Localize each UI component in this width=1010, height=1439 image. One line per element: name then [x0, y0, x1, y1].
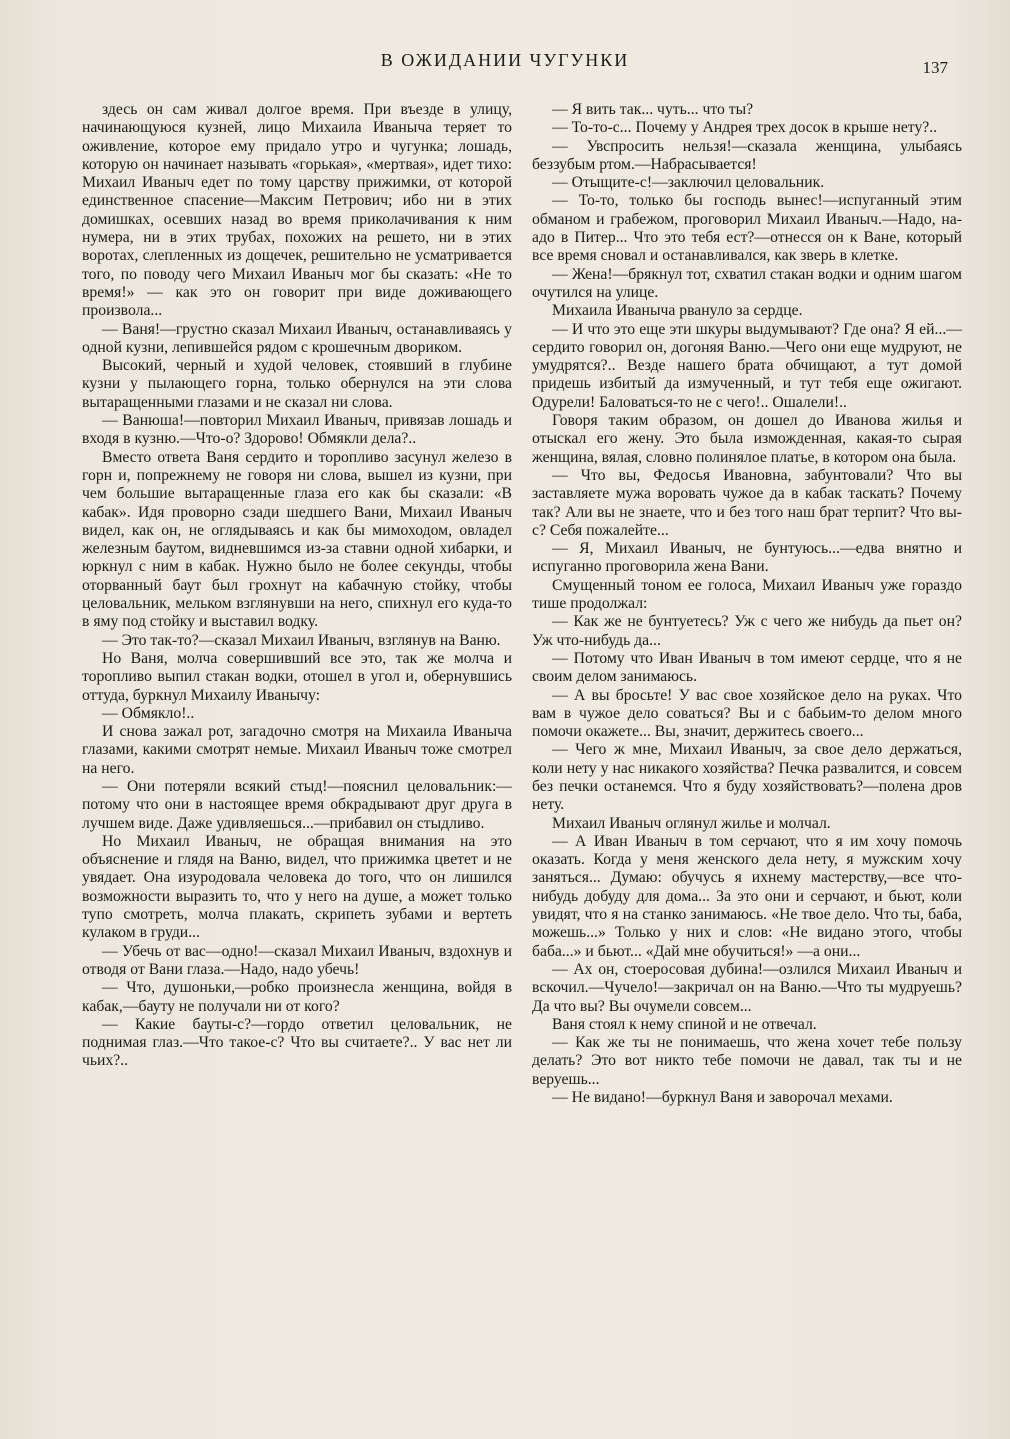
paragraph: — А вы бросьте! У вас свое хозяйское дело на руках. Что вам в чужое дело совaться? Вы и с бабьим-то делом много помочи окажете... Вы, значит, держитесь своего... — [532, 686, 962, 741]
paragraph: — Жена!—брякнул тот, схватил стакан водки и одним шагом очутился на улице. — [532, 265, 962, 301]
paragraph: — Как же ты не понимаешь, что жена хочет тебе пользу делать? Это вот никто тебе помочи не давал, так ты и не веруешь... — [532, 1034, 962, 1088]
paragraph: — Ванюша!—повторил Михаил Иваныч, привязав лошадь и входя в кузню.—Что-о? Здорово! Обмякли дела?.. — [82, 412, 512, 448]
paragraph: — Обмякло!.. — [102, 704, 195, 722]
paragraph: — Это так-то?—сказал Михаил Иваныч, взглянув на Ваню. — [102, 631, 501, 649]
running-title: В ОЖИДАНИИ ЧУГУНКИ — [380, 50, 630, 70]
paragraph: — Что вы, Федосья Ивановна, забунтовали? Что вы заставляете мужа воровать чужое да в кабак таскать? Почему так? Али вы не знаете, что и без того наш брат терпит? Что вы-с? Себя пожалейте... — [532, 466, 962, 539]
paragraph: — Они потеряли всякий стыд!—пояснил целовальник:—потому что они в настоящее время обкрадывают друг друга в лучшем виде. Даже удивляешься...—прибавил он стыдливо. — [82, 777, 512, 832]
paragraph: Говоря таким образом, он дошел до Иванова жилья и отыскал его жену. Это была изможденная, какая-то сырая женщина, вялая, словно полинялое платье, в котором она была. — [532, 412, 962, 466]
paragraph: — Какие бауты-с?—гордо ответил целовальник, не поднимая глаз.—Что такое-с? Что вы считаете?.. У вас нет ли чьих?.. — [82, 1015, 512, 1070]
paragraph: — Потому что Иван Иваныч в том имеют сердце, что я не своим делом занимаюсь. — [532, 649, 962, 686]
paragraph: Михаила Иваныча рвануло за сердце. — [552, 302, 803, 320]
paragraph: Высокий, черный и худой человек, стоявший в глубине кузни у пылающего горна, только обернулся на эти слова вытаращенными глазами и не сказал ни слова. — [82, 357, 512, 411]
paragraph: — То-то, только бы господь вынес!—испуганный этим обманом и грабежом, проговорил Михаил Иваныч.—Надо, на-адо в Питер... Что это тебя ест?—отнесся он к Ване, который все время сновал и останавливался, как зверь в клетке. — [532, 192, 962, 265]
paragraph: Смущенный тоном ее голоса, Михаил Иваныч уже гораздо тише продолжал: — [532, 576, 962, 613]
paragraph: Ваня стоял к нему спиной и не отвечал. — [552, 1015, 817, 1033]
paragraph: — Убечь от вас—одно!—сказал Михаил Иваныч, вздохнув и отводя от Вани глаза.—Надо, надо убечь! — [82, 942, 512, 978]
paragraph: — Отыщите-с!—заключил целовальник. — [552, 174, 825, 192]
paragraph: — Что, душоньки,—робко произнесла женщина, войдя в кабак,—бауту не получали ни от кого? — [82, 979, 512, 1015]
paragraph: — Я, Михаил Иваныч, не бунтуюсь...—едва внятно и испуганно проговорила жена Вани. — [532, 540, 962, 576]
paragraph: — И что это еще эти шкуры выдумывают? Где она? Я ей...—сердито говорил он, догоняя Ваню.—Чего они еще мудруют, не умудрятся?.. Везде нашего брата обчищают, а тут домой придешь избитый да измученный, и тут тебя еще ожигают. Одурели! Баловаться-то не с чего!.. Ошалели!.. — [532, 320, 962, 411]
paragraph: Но Ваня, молча совершивший все это, так же молча и торопливо выпил стакан водки, отошел в угол и, обернувшись оттуда, буркнул Михаилу Иванычу: — [82, 649, 512, 704]
paragraph: И снова зажал рот, загадочно смотря на Михаила Иваныча глазами, какими смотрят немые. Михаил Иваныч тоже смотрел на него. — [82, 723, 512, 777]
left-column — [82, 101, 512, 1391]
right-column — [532, 101, 962, 1391]
paragraph: — Ах он, стоеросовая дубина!—озлился Михаил Иваныч и вскочил.—Чучело!—закричал он на Ваню.—Что ты мудруешь? Да что вы? Вы очумели совсем... — [532, 960, 962, 1015]
paragraph: — Чего ж мне, Михаил Иваныч, за свое дело держаться, коли нету у нас никакого хозяйства? Печка развалится, и совсем без печки останемся. Что я буду хозяйствовать?—полена дров нету. — [532, 741, 962, 814]
paragraph: здесь он сам живал долгое время. При въезде в улицу, начинающуюся кузней, лицо Михаила Иваныча теряет то оживление, которое ему придало утро и чугунка; лошадь, которую он начинает называть «горькая», «мертвая», идет тихо: Михаил Иваныч едет по тому царству прижимки, от которой единственное спасение—Максим Петрович; ибо ни в этих домишках, осевших назад во время приколачивания к ним нумера, ни в этих трубах, похожих на решето, ни в этих воротах, слепленных из дощечек, решительно не усматривается того, по поводу чего Михаил Иваныч мог бы сказать: «Не то время!» — как это он говорит при виде доживающего произвола... — [82, 101, 512, 320]
page-header — [0, 50, 1010, 80]
paragraph: — То-то-с... Почему у Андрея трех досок в крыше нету?.. — [552, 119, 938, 137]
page-number: 137 — [922, 58, 948, 77]
paragraph: Михаил Иваныч оглянул жилье и молчал. — [552, 814, 831, 832]
text-columns — [82, 101, 962, 1391]
paragraph: — Как же не бунтуетесь? Уж с чего же нибудь да пьет он? Уж что-нибудь да... — [532, 613, 962, 649]
paragraph: — Я вить так... чуть... что ты? — [552, 101, 754, 118]
paragraph: Но Михаил Иваныч, не обращая внимания на это объяснение и глядя на Ваню, видел, что прижимка цветет и не увядает. Она изуродовала человека до того, что он лишился возможности выразить то, что у него на душе, а может только тупо смотреть, молча плакать, скрипеть зубами и вертеть кулаком в груди... — [82, 832, 512, 942]
paragraph: — А Иван Иваныч в том серчают, что я им хочу помочь оказать. Когда у меня женского дела нету, я мужским хочу заняться... Думаю: обучусь я ихнему мастерству,—все что-нибудь добуду для дома... За это они и серчают, и бьют, коли увидят, что я на станко занимаюсь. «Не твое дело. Что ты, баба, можешь...» Только у них и слов: «Не видано этого, чтобы баба...» и бьют... «Дай мне обучиться!» —а они... — [532, 832, 962, 960]
paragraph: — Ваня!—грустно сказал Михаил Иваныч, останавливаясь у одной кузни, лепившейся рядом с крошечным двориком. — [82, 320, 512, 356]
paragraph: — Не видано!—буркнул Ваня и заворочал мехами. — [552, 1089, 893, 1107]
paragraph: Вместо ответа Ваня сердито и торопливо засунул железо в горн и, попрежнему не говоря ни слова, вышел из кузни, при чем большие вытаращенные глаза его как бы сказали: «В кабак». Идя проворно сзади шедшего Вани, Михаил Иваныч видел, как он, не оглядываясь и как бы мимоходом, овладел железным баутом, видневшимся из-за ставни одной хибарки, и юркнул с ним в кабак. Нужно было не более секунды, чтобы оторванный баут был грохнут на кабачную стойку, чтобы целовальник, мельком взглянувши на него, спихнул его куда-то в яму под стойку и выставил водку. — [82, 448, 512, 631]
paragraph: — Увспросить нельзя!—сказала женщина, улыбаясь беззубым ртом.—Набрасывается! — [532, 137, 962, 173]
